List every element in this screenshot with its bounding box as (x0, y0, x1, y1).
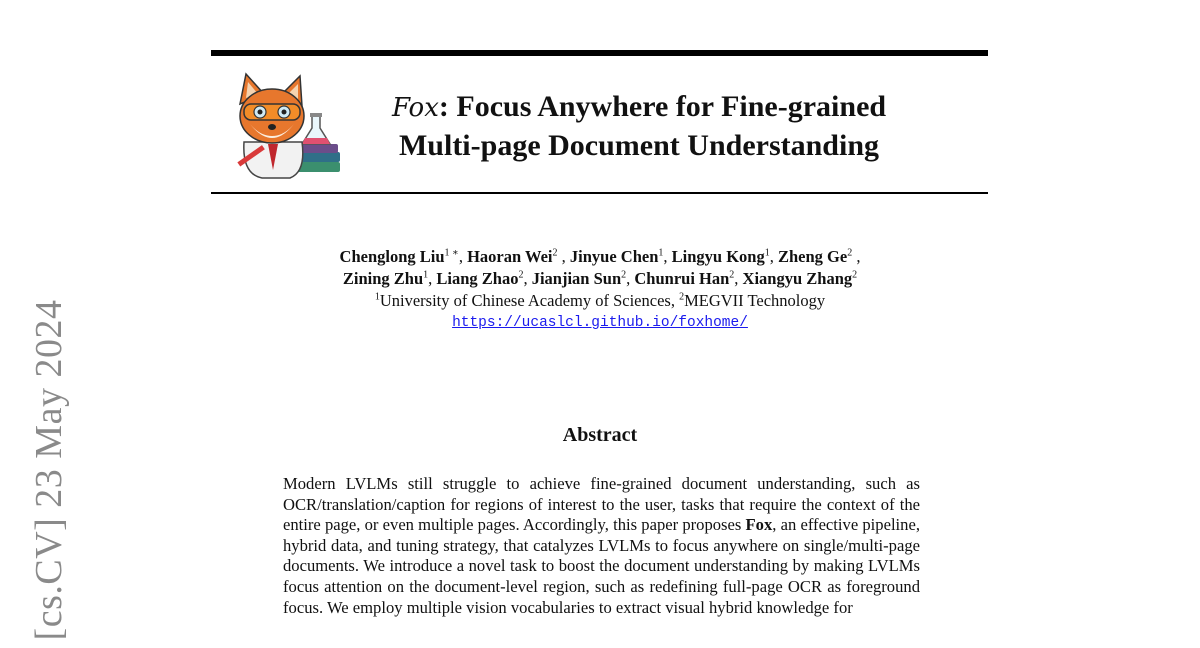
author-name: Jianjian Sun (531, 269, 622, 288)
paper-title (344, 88, 934, 165)
abstract-bold-fox: Fox (745, 515, 773, 535)
author-sup: 2 (847, 247, 853, 259)
author-name: Zheng Ge (777, 247, 848, 266)
author-name: Jinyue Chen (569, 247, 659, 266)
author-sup: 2 (518, 269, 524, 281)
title-top-rule (211, 50, 988, 56)
abstract-text-2: , an effective pipeline, hybrid data, and tuning strategy, that catalyzes LVLMs to focus anywhere on single/multi-page documents. We introduce a novel task to boost the document understanding by making LVLMs focus attention on the document-level region, such as redefining full-page OCR as foreground focus. We employ multiple vision vocabularies to extract visual hybrid knowledge for (283, 515, 920, 617)
author-sup: 1 (423, 269, 429, 281)
author-line-1: Chenglong Liu$^{1 ∗}$, Haoran Wei$^2$ , Jinyue Chen$^1$, Lingyu Kong$^1$, Zheng Ge$^2$ , (339, 247, 861, 266)
abstract-text-1: Modern LVLMs still struggle to achieve fine-grained document understanding, such as OCR/translation/caption for regions of interest to the user, tasks that require the context of the entire page, or even multiple pages. Accordingly, this paper proposes (283, 474, 920, 535)
affiliation-2: MEGVII Technology (684, 291, 826, 310)
affiliation-1: University of Chinese Academy of Sciences, (379, 291, 675, 310)
abstract-body (283, 474, 920, 618)
author-name: Xiangyu Zhang (742, 269, 853, 288)
title-bottom-rule (211, 192, 988, 194)
abstract-heading: Abstract (562, 424, 638, 446)
author-name: Chenglong Liu (339, 247, 445, 266)
author-sup: 1 (658, 247, 664, 259)
author-sup: 2 (552, 247, 558, 259)
fox-mascot-logo (228, 70, 344, 180)
arxiv-side-text: [cs.CV] 23 May 2024 (28, 299, 70, 641)
author-sup: 1 (764, 247, 770, 259)
arxiv-side-identifier (24, 292, 74, 648)
author-name: Zining Zhu (342, 269, 424, 288)
abstract-paragraph (283, 474, 920, 618)
author-name: Lingyu Kong (671, 247, 765, 266)
project-url-link[interactable]: https://ucaslcl.github.io/foxhome/ (452, 315, 748, 331)
author-sup: 2 (852, 269, 858, 281)
affiliations (200, 290, 1000, 312)
affiliation-sup: 1 (374, 291, 380, 303)
title-brand: Fox (391, 93, 439, 123)
author-sup: 2 (729, 269, 735, 281)
affiliation-sup: 2 (679, 291, 685, 303)
author-name: Haoran Wei (467, 247, 553, 266)
title-line-2: Multi-page Document Understanding (398, 129, 879, 162)
author-line-2: Zining Zhu$^1$, Liang Zhao$^2$, Jianjian Sun$^2$, Chunrui Han$^2$, Xiangyu Zhang$^2$ (342, 269, 858, 288)
author-name: Chunrui Han (634, 269, 730, 288)
author-block (200, 246, 1000, 334)
title-line-1 (344, 88, 934, 127)
author-sup: 1 ∗ (444, 247, 459, 259)
title-line-1-text: : Focus Anywhere for Fine-grained (438, 90, 887, 123)
author-sup: 2 (621, 269, 627, 281)
author-name: Liang Zhao (436, 269, 519, 288)
